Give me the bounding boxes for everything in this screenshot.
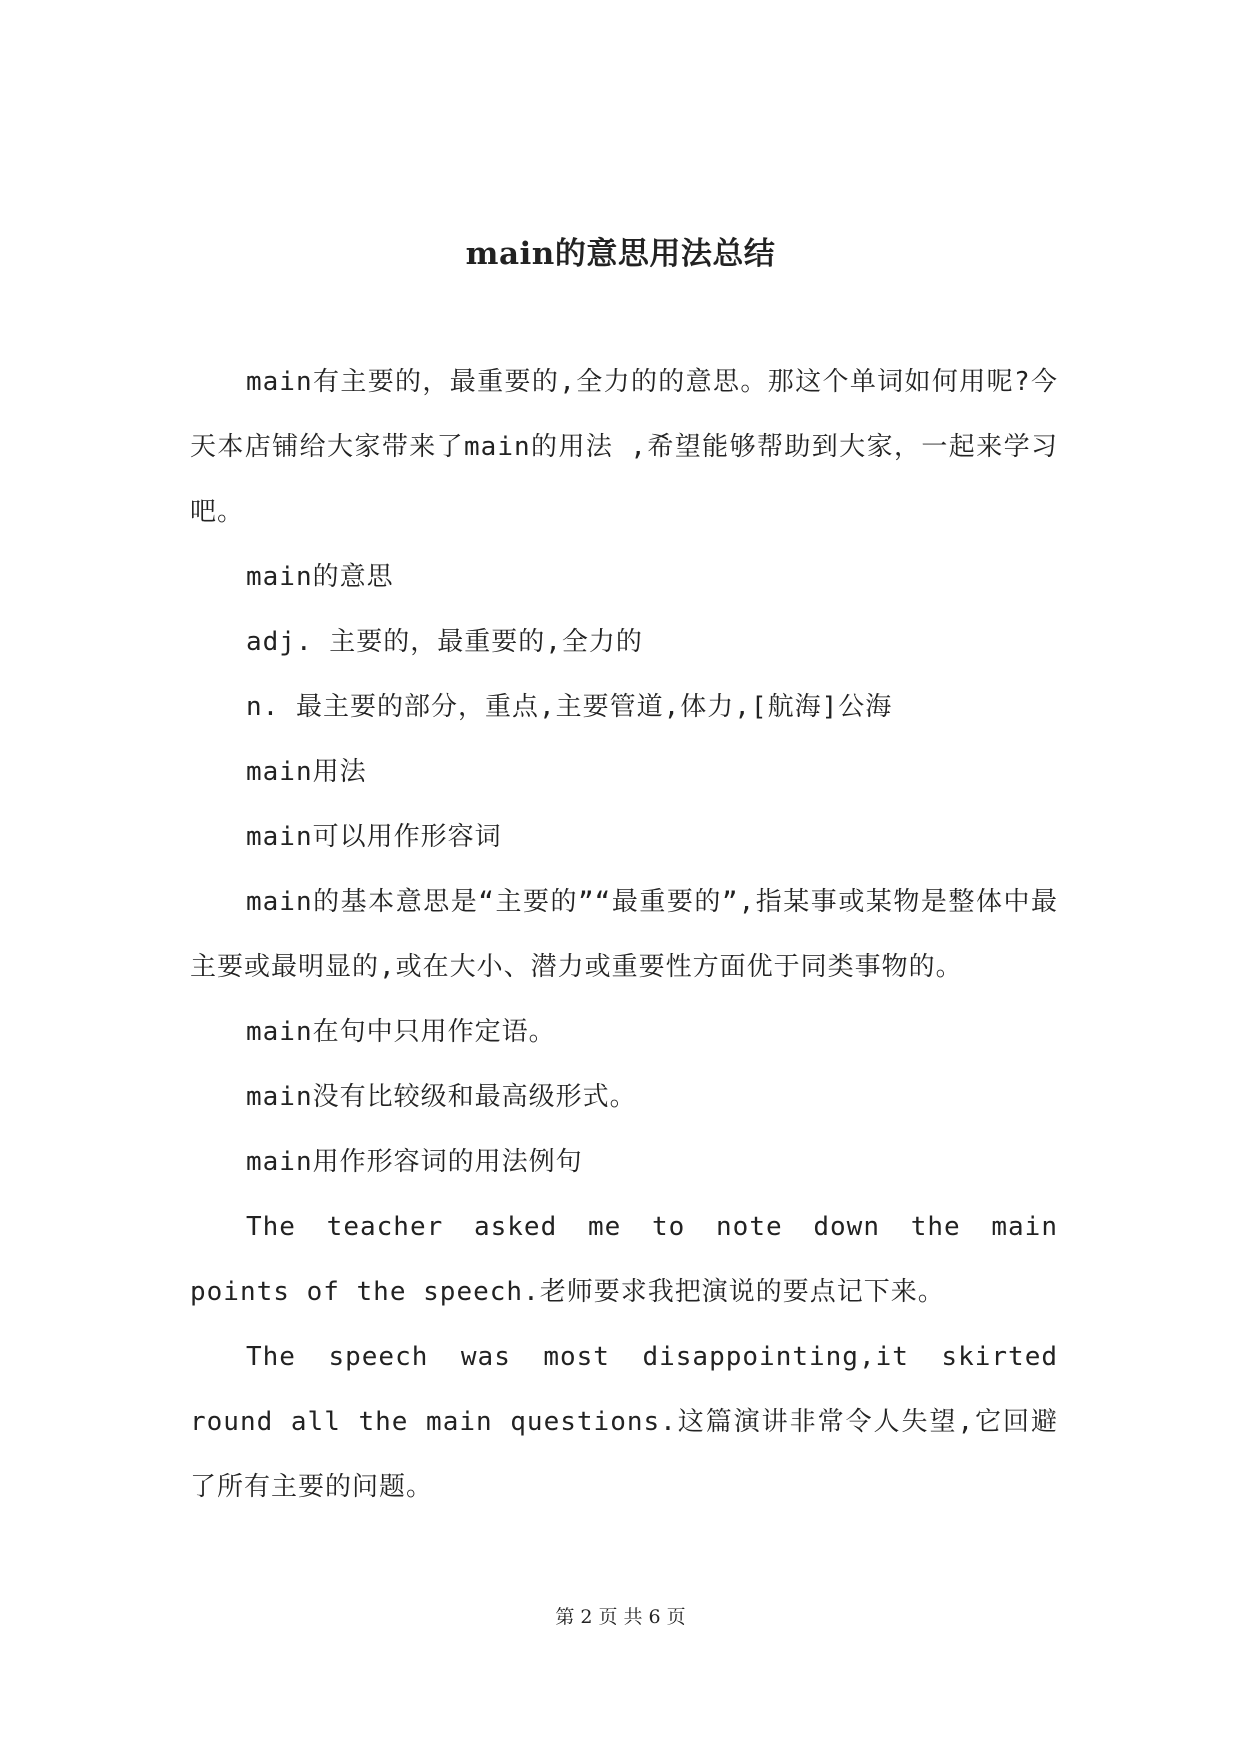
attributive-note: main在句中只用作定语。: [246, 1017, 556, 1047]
example-sentence-1: The teacher asked me to note down the main points of the speech.老师要求我把演说的要点记下来。: [190, 1212, 1058, 1307]
document-title: main的意思用法总结: [465, 236, 776, 272]
examples-heading: main用作形容词的用法例句: [246, 1147, 583, 1177]
noun-definition: n. 最主要的部分，重点,主要管道,体力,[航海]公海: [246, 692, 893, 722]
meaning-heading: main的意思: [246, 562, 394, 592]
example-sentence-2: The speech was most disappointing,it skirted round all the main questions.这篇演讲非常令人失望,它回避了所有主要的问题。: [190, 1342, 1058, 1502]
document-body: [190, 350, 1058, 1520]
usage-heading: main用法: [246, 757, 367, 787]
intro-paragraph: main有主要的，最重要的,全力的的意思。那这个单词如何用呢?今天本店铺给大家带来了main的用法 ,希望能够帮助到大家，一起来学习吧。: [190, 367, 1058, 527]
basic-meaning-paragraph: main的基本意思是“主要的”“最重要的”,指某事或某物是整体中最主要或最明显的,或在大小、潜力或重要性方面优于同类事物的。: [190, 887, 1058, 982]
comparative-note: main没有比较级和最高级形式。: [246, 1082, 637, 1112]
page-footer: 第 2 页 共 6 页: [555, 1606, 686, 1628]
adj-usage-heading: main可以用作形容词: [246, 822, 502, 852]
adj-definition: adj. 主要的，最重要的,全力的: [246, 627, 643, 657]
